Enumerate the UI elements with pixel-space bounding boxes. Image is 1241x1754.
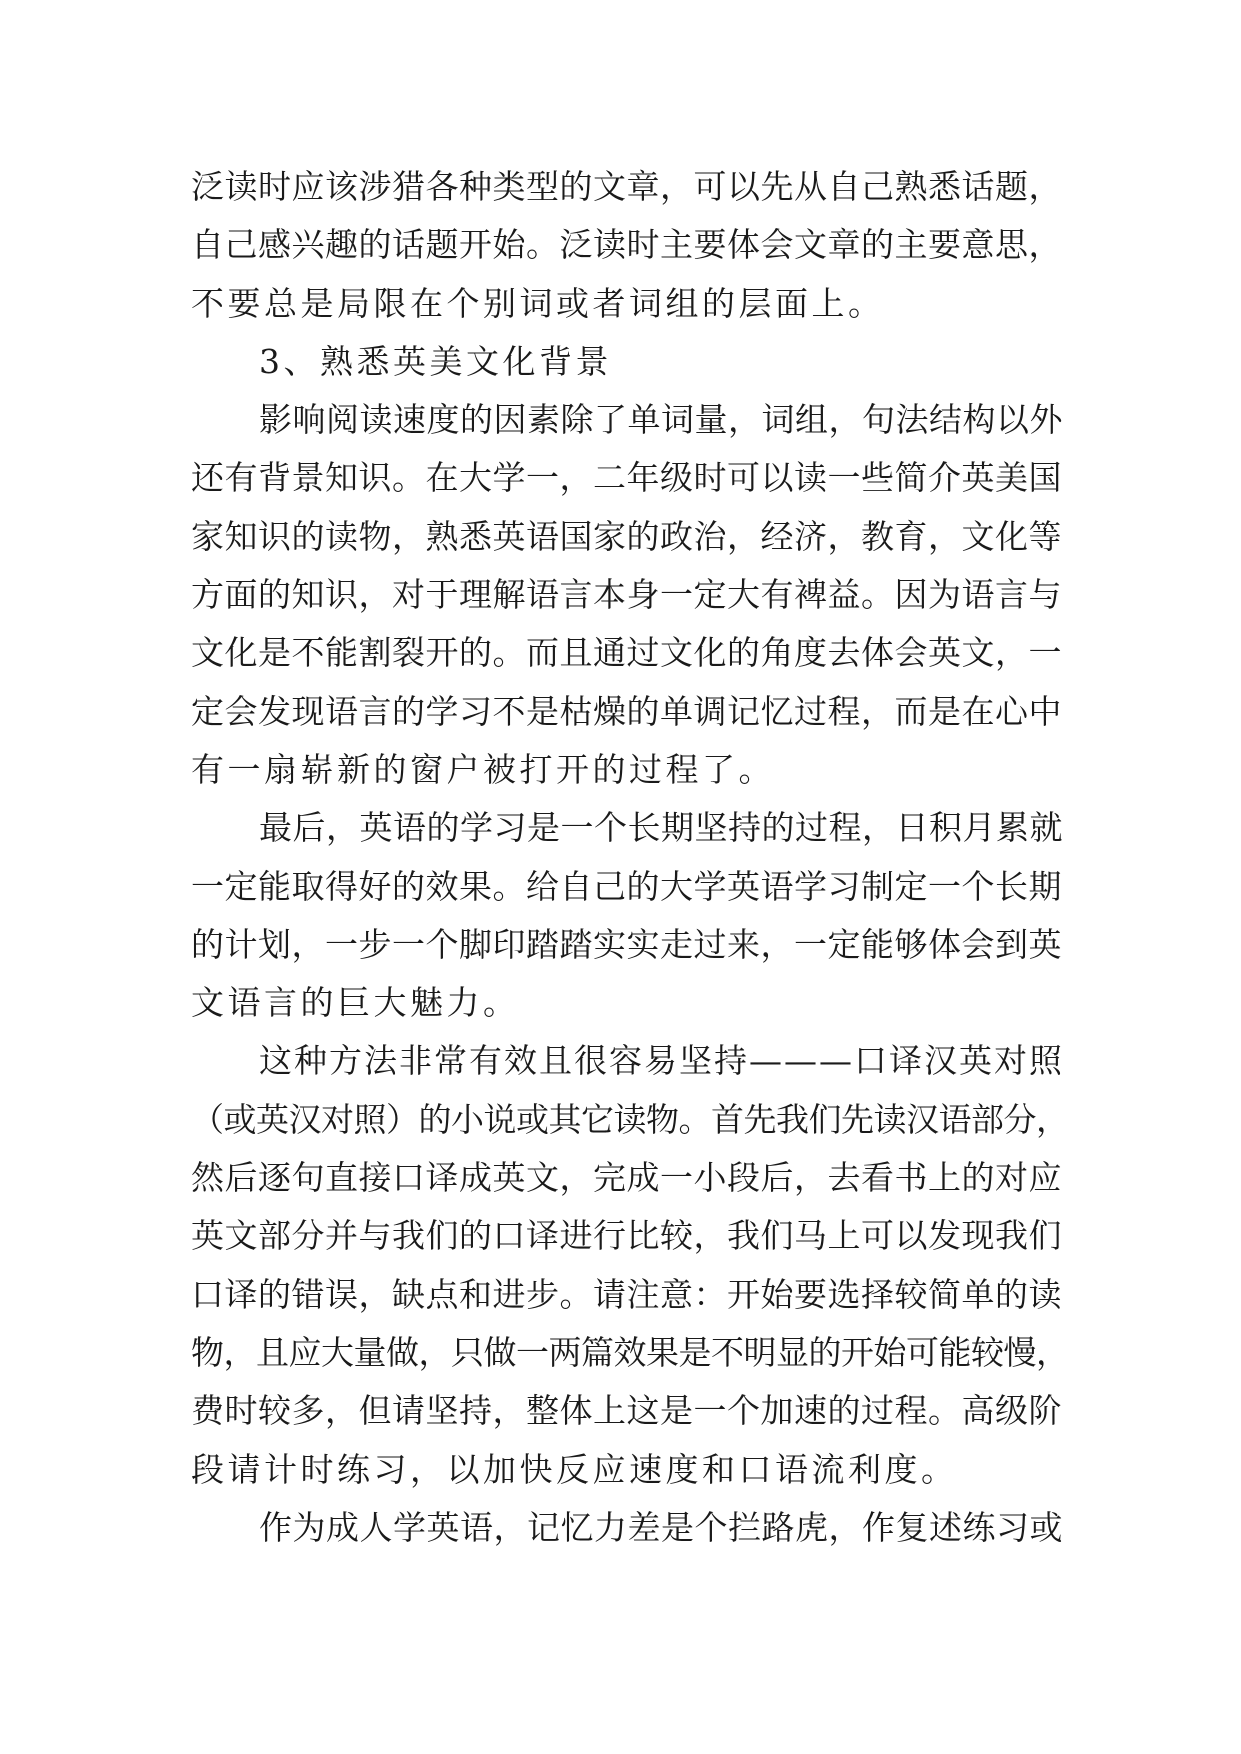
text-line: 定会发现语言的学习不是枯燥的单调记忆过程，而是在心中 xyxy=(191,691,1062,731)
text-line: 然后逐句直接口译成英文，完成一小段后，去看书上的对应 xyxy=(191,1158,1062,1198)
text-line: 自己感兴趣的话题开始。泛读时主要体会文章的主要意思， xyxy=(191,225,1062,265)
section-heading: 3、熟悉英美文化背景 xyxy=(259,341,612,381)
text-line: 影响阅读速度的因素除了单词量，词组，句法结构以外 xyxy=(259,400,1063,440)
text-line: 方面的知识，对于理解语言本身一定大有裨益。因为语言与 xyxy=(191,575,1062,615)
text-line: 文语言的巨大魅力。 xyxy=(191,983,520,1023)
text-line: 作为成人学英语，记忆力差是个拦路虎，作复述练习或 xyxy=(259,1507,1063,1547)
text-line: 费时较多，但请坚持，整体上这是一个加速的过程。高级阶 xyxy=(191,1391,1062,1431)
text-line: （或英汉对照）的小说或其它读物。首先我们先读汉语部分， xyxy=(191,1099,1069,1139)
text-line: 还有背景知识。在大学一，二年级时可以读一些简介英美国 xyxy=(191,458,1062,498)
text-line: 英文部分并与我们的口译进行比较，我们马上可以发现我们 xyxy=(191,1216,1062,1256)
text-line: 段请计时练习，以加快反应速度和口语流利度。 xyxy=(191,1449,958,1489)
text-line: 文化是不能割裂开的。而且通过文化的角度去体会英文，一 xyxy=(191,633,1062,673)
document-body xyxy=(191,158,1071,1557)
text-line: 物，且应大量做，只做一两篇效果是不明显的开始可能较慢， xyxy=(191,1332,1069,1372)
text-line: 最后，英语的学习是一个长期坚持的过程，日积月累就 xyxy=(259,808,1063,848)
text-line: 家知识的读物，熟悉英语国家的政治，经济，教育，文化等 xyxy=(191,516,1062,556)
text-line: 泛读时应该涉猎各种类型的文章，可以先从自己熟悉话题， xyxy=(191,167,1062,206)
text-line: 不要总是局限在个别词或者词组的层面上。 xyxy=(191,283,885,323)
text-line: 的计划，一步一个脚印踏踏实实走过来，一定能够体会到英 xyxy=(191,924,1062,964)
text-line: 一定能取得好的效果。给自己的大学英语学习制定一个长期 xyxy=(191,866,1062,906)
text-line: 口译的错误，缺点和进步。请注意：开始要选择较简单的读 xyxy=(191,1274,1062,1314)
text-line: 有一扇崭新的窗户被打开的过程了。 xyxy=(191,749,775,789)
text-line: 这种方法非常有效且很容易坚持———口译汉英对照 xyxy=(259,1041,1064,1081)
